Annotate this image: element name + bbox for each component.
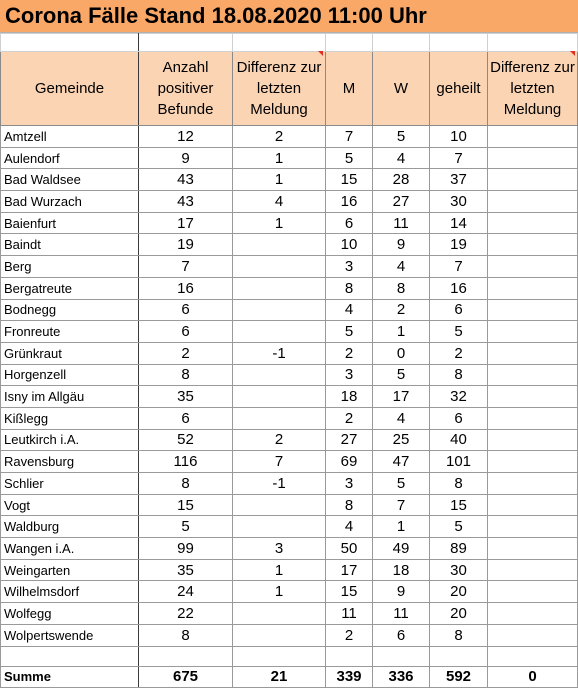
anzahl-cell[interactable]: 52 (139, 429, 233, 451)
differenz-cell[interactable] (233, 624, 326, 646)
anzahl-cell[interactable] (139, 646, 233, 666)
differenz-geheilt-cell[interactable]: 0 (488, 666, 578, 687)
w-cell[interactable]: 47 (373, 451, 430, 473)
geheilt-cell[interactable]: 40 (430, 429, 488, 451)
header-geheilt[interactable]: geheilt (430, 52, 488, 126)
sheet-title: Corona Fälle Stand 18.08.2020 11:00 Uhr (5, 3, 427, 28)
w-cell[interactable]: 18 (373, 559, 430, 581)
differenz-geheilt-cell[interactable] (488, 429, 578, 451)
differenz-cell[interactable]: 1 (233, 169, 326, 191)
anzahl-cell[interactable]: 6 (139, 321, 233, 343)
header-differenz-befunde[interactable]: Differenz zur letzten Meldung (233, 52, 326, 126)
m-cell[interactable]: 15 (326, 169, 373, 191)
geheilt-cell[interactable]: 8 (430, 624, 488, 646)
header-gemeinde[interactable]: Gemeinde (1, 52, 139, 126)
m-cell[interactable]: 2 (326, 407, 373, 429)
differenz-geheilt-cell[interactable] (488, 256, 578, 278)
geheilt-cell[interactable]: 14 (430, 212, 488, 234)
anzahl-cell[interactable]: 17 (139, 212, 233, 234)
anzahl-cell[interactable]: 116 (139, 451, 233, 473)
m-cell[interactable]: 27 (326, 429, 373, 451)
gemeinde-cell[interactable]: Grünkraut (1, 342, 139, 364)
gemeinde-cell[interactable]: Wolpertswende (1, 624, 139, 646)
spacer-row (1, 34, 578, 52)
m-cell[interactable]: 15 (326, 581, 373, 603)
comment-marker (570, 51, 575, 56)
table-row (1, 386, 578, 408)
m-cell[interactable]: 8 (326, 494, 373, 516)
table-row (1, 321, 578, 343)
differenz-geheilt-cell[interactable] (488, 494, 578, 516)
anzahl-cell[interactable]: 5 (139, 516, 233, 538)
table-row (1, 126, 578, 148)
geheilt-cell[interactable]: 592 (430, 666, 488, 687)
w-cell[interactable]: 7 (373, 494, 430, 516)
differenz-cell[interactable] (233, 516, 326, 538)
blank-row (1, 646, 578, 666)
header-anzahl[interactable]: Anzahl positiver Befunde (139, 52, 233, 126)
differenz-geheilt-cell[interactable] (488, 169, 578, 191)
geheilt-cell[interactable]: 20 (430, 581, 488, 603)
gemeinde-cell[interactable]: Summe (1, 666, 139, 687)
geheilt-cell[interactable]: 8 (430, 473, 488, 495)
anzahl-cell[interactable]: 35 (139, 559, 233, 581)
gemeinde-cell[interactable]: Bergatreute (1, 277, 139, 299)
geheilt-cell[interactable]: 16 (430, 277, 488, 299)
differenz-geheilt-cell[interactable] (488, 342, 578, 364)
gemeinde-cell[interactable]: Horgenzell (1, 364, 139, 386)
gemeinde-cell[interactable]: Kißlegg (1, 407, 139, 429)
geheilt-cell[interactable]: 7 (430, 147, 488, 169)
table-row (1, 559, 578, 581)
m-cell[interactable]: 8 (326, 277, 373, 299)
table-row (1, 299, 578, 321)
differenz-cell[interactable]: 1 (233, 559, 326, 581)
header-m[interactable]: M (326, 52, 373, 126)
case-table (0, 33, 578, 688)
differenz-geheilt-cell[interactable] (488, 191, 578, 213)
anzahl-cell[interactable]: 6 (139, 407, 233, 429)
gemeinde-cell[interactable]: Waldburg (1, 516, 139, 538)
anzahl-cell[interactable]: 2 (139, 342, 233, 364)
m-cell[interactable]: 2 (326, 624, 373, 646)
anzahl-cell[interactable]: 6 (139, 299, 233, 321)
anzahl-cell[interactable]: 16 (139, 277, 233, 299)
sum-row (1, 666, 578, 687)
table-row (1, 473, 578, 495)
table-row (1, 169, 578, 191)
anzahl-cell[interactable]: 19 (139, 234, 233, 256)
differenz-geheilt-cell[interactable] (488, 516, 578, 538)
differenz-geheilt-cell[interactable] (488, 277, 578, 299)
differenz-geheilt-cell[interactable] (488, 451, 578, 473)
table-row (1, 234, 578, 256)
m-cell[interactable]: 3 (326, 473, 373, 495)
differenz-cell[interactable] (233, 386, 326, 408)
differenz-cell[interactable] (233, 234, 326, 256)
anzahl-cell[interactable]: 8 (139, 473, 233, 495)
w-cell[interactable]: 4 (373, 407, 430, 429)
m-cell[interactable]: 17 (326, 559, 373, 581)
geheilt-cell[interactable]: 37 (430, 169, 488, 191)
differenz-cell[interactable]: 3 (233, 538, 326, 560)
geheilt-cell[interactable]: 89 (430, 538, 488, 560)
geheilt-cell[interactable]: 20 (430, 603, 488, 625)
m-cell[interactable]: 6 (326, 212, 373, 234)
differenz-cell[interactable] (233, 364, 326, 386)
w-cell[interactable]: 5 (373, 473, 430, 495)
m-cell[interactable]: 3 (326, 256, 373, 278)
table-row (1, 147, 578, 169)
comment-marker (318, 51, 323, 56)
differenz-cell[interactable]: 1 (233, 581, 326, 603)
gemeinde-cell[interactable]: Bad Wurzach (1, 191, 139, 213)
gemeinde-cell[interactable]: Isny im Allgäu (1, 386, 139, 408)
gemeinde-cell[interactable]: Wangen i.A. (1, 538, 139, 560)
differenz-cell[interactable]: 2 (233, 429, 326, 451)
table-row (1, 191, 578, 213)
w-cell[interactable]: 49 (373, 538, 430, 560)
w-cell[interactable]: 6 (373, 624, 430, 646)
differenz-cell[interactable]: 1 (233, 212, 326, 234)
differenz-cell[interactable]: -1 (233, 342, 326, 364)
geheilt-cell[interactable]: 30 (430, 191, 488, 213)
m-cell[interactable]: 339 (326, 666, 373, 687)
w-cell[interactable]: 25 (373, 429, 430, 451)
geheilt-cell[interactable]: 2 (430, 342, 488, 364)
w-cell[interactable]: 11 (373, 212, 430, 234)
differenz-cell[interactable]: 4 (233, 191, 326, 213)
differenz-geheilt-cell[interactable] (488, 646, 578, 666)
geheilt-cell[interactable]: 19 (430, 234, 488, 256)
m-cell[interactable]: 10 (326, 234, 373, 256)
differenz-geheilt-cell[interactable] (488, 321, 578, 343)
anzahl-cell[interactable]: 99 (139, 538, 233, 560)
differenz-cell[interactable]: 7 (233, 451, 326, 473)
anzahl-cell[interactable]: 43 (139, 191, 233, 213)
geheilt-cell[interactable]: 30 (430, 559, 488, 581)
gemeinde-cell[interactable]: Baienfurt (1, 212, 139, 234)
differenz-cell[interactable] (233, 299, 326, 321)
differenz-cell[interactable] (233, 277, 326, 299)
anzahl-cell[interactable]: 22 (139, 603, 233, 625)
differenz-cell[interactable] (233, 603, 326, 625)
gemeinde-cell[interactable]: Wilhelmsdorf (1, 581, 139, 603)
gemeinde-cell[interactable]: Aulendorf (1, 147, 139, 169)
differenz-geheilt-cell[interactable] (488, 473, 578, 495)
table-row (1, 494, 578, 516)
differenz-geheilt-cell[interactable] (488, 234, 578, 256)
anzahl-cell[interactable]: 15 (139, 494, 233, 516)
anzahl-cell[interactable]: 35 (139, 386, 233, 408)
m-cell[interactable]: 50 (326, 538, 373, 560)
differenz-cell[interactable]: -1 (233, 473, 326, 495)
geheilt-cell[interactable]: 32 (430, 386, 488, 408)
w-cell[interactable]: 9 (373, 581, 430, 603)
w-cell[interactable]: 5 (373, 126, 430, 148)
w-cell[interactable]: 8 (373, 277, 430, 299)
m-cell[interactable]: 5 (326, 147, 373, 169)
w-cell[interactable]: 27 (373, 191, 430, 213)
geheilt-cell[interactable]: 15 (430, 494, 488, 516)
w-cell[interactable]: 1 (373, 516, 430, 538)
differenz-geheilt-cell[interactable] (488, 126, 578, 148)
anzahl-cell[interactable]: 7 (139, 256, 233, 278)
w-cell[interactable]: 0 (373, 342, 430, 364)
gemeinde-cell[interactable]: Leutkirch i.A. (1, 429, 139, 451)
table-row (1, 624, 578, 646)
geheilt-cell[interactable]: 7 (430, 256, 488, 278)
table-row (1, 581, 578, 603)
table-row (1, 277, 578, 299)
differenz-geheilt-cell[interactable] (488, 581, 578, 603)
table-row (1, 451, 578, 473)
table-row (1, 364, 578, 386)
differenz-cell[interactable] (233, 494, 326, 516)
gemeinde-cell[interactable] (1, 646, 139, 666)
w-cell[interactable] (373, 646, 430, 666)
gemeinde-cell[interactable]: Fronreute (1, 321, 139, 343)
gemeinde-cell[interactable]: Berg (1, 256, 139, 278)
gemeinde-cell[interactable]: Amtzell (1, 126, 139, 148)
m-cell[interactable]: 5 (326, 321, 373, 343)
anzahl-cell[interactable]: 8 (139, 624, 233, 646)
m-cell[interactable]: 3 (326, 364, 373, 386)
differenz-cell[interactable] (233, 321, 326, 343)
gemeinde-cell[interactable]: Bad Waldsee (1, 169, 139, 191)
anzahl-cell[interactable]: 12 (139, 126, 233, 148)
m-cell[interactable]: 4 (326, 516, 373, 538)
differenz-geheilt-cell[interactable] (488, 624, 578, 646)
table-row (1, 429, 578, 451)
differenz-geheilt-cell[interactable] (488, 407, 578, 429)
table-row (1, 603, 578, 625)
gemeinde-cell[interactable]: Baindt (1, 234, 139, 256)
table-row (1, 256, 578, 278)
differenz-geheilt-cell[interactable] (488, 212, 578, 234)
table-row (1, 212, 578, 234)
m-cell[interactable]: 18 (326, 386, 373, 408)
w-cell[interactable]: 1 (373, 321, 430, 343)
w-cell[interactable]: 28 (373, 169, 430, 191)
geheilt-cell[interactable] (430, 646, 488, 666)
differenz-geheilt-cell[interactable] (488, 299, 578, 321)
differenz-geheilt-cell[interactable] (488, 147, 578, 169)
m-cell[interactable]: 4 (326, 299, 373, 321)
geheilt-cell[interactable]: 5 (430, 516, 488, 538)
gemeinde-cell[interactable]: Schlier (1, 473, 139, 495)
w-cell[interactable]: 336 (373, 666, 430, 687)
m-cell[interactable]: 69 (326, 451, 373, 473)
gemeinde-cell[interactable]: Bodnegg (1, 299, 139, 321)
w-cell[interactable]: 2 (373, 299, 430, 321)
differenz-geheilt-cell[interactable] (488, 538, 578, 560)
gemeinde-cell[interactable]: Wolfegg (1, 603, 139, 625)
w-cell[interactable]: 17 (373, 386, 430, 408)
w-cell[interactable]: 9 (373, 234, 430, 256)
gemeinde-cell[interactable]: Ravensburg (1, 451, 139, 473)
geheilt-cell[interactable]: 6 (430, 299, 488, 321)
table-row (1, 407, 578, 429)
differenz-geheilt-cell[interactable] (488, 559, 578, 581)
header-differenz-geheilt[interactable]: Differenz zur letzten Meldung (488, 52, 578, 126)
differenz-cell[interactable]: 1 (233, 147, 326, 169)
m-cell[interactable]: 7 (326, 126, 373, 148)
differenz-geheilt-cell[interactable] (488, 603, 578, 625)
w-cell[interactable]: 11 (373, 603, 430, 625)
geheilt-cell[interactable]: 10 (430, 126, 488, 148)
anzahl-cell[interactable]: 43 (139, 169, 233, 191)
anzahl-cell[interactable]: 9 (139, 147, 233, 169)
table-row (1, 516, 578, 538)
header-row (1, 52, 578, 126)
title-bar (0, 0, 578, 33)
differenz-cell[interactable] (233, 646, 326, 666)
anzahl-cell[interactable]: 24 (139, 581, 233, 603)
differenz-geheilt-cell[interactable] (488, 364, 578, 386)
differenz-cell[interactable] (233, 407, 326, 429)
w-cell[interactable]: 4 (373, 147, 430, 169)
m-cell[interactable] (326, 646, 373, 666)
anzahl-cell[interactable]: 8 (139, 364, 233, 386)
differenz-cell[interactable] (233, 256, 326, 278)
geheilt-cell[interactable]: 101 (430, 451, 488, 473)
m-cell[interactable]: 16 (326, 191, 373, 213)
w-cell[interactable]: 4 (373, 256, 430, 278)
geheilt-cell[interactable]: 6 (430, 407, 488, 429)
differenz-cell[interactable]: 21 (233, 666, 326, 687)
header-w[interactable]: W (373, 52, 430, 126)
geheilt-cell[interactable]: 8 (430, 364, 488, 386)
m-cell[interactable]: 2 (326, 342, 373, 364)
table-row (1, 342, 578, 364)
gemeinde-cell[interactable]: Weingarten (1, 559, 139, 581)
gemeinde-cell[interactable]: Vogt (1, 494, 139, 516)
table-row (1, 538, 578, 560)
w-cell[interactable]: 5 (373, 364, 430, 386)
geheilt-cell[interactable]: 5 (430, 321, 488, 343)
differenz-cell[interactable]: 2 (233, 126, 326, 148)
anzahl-cell[interactable]: 675 (139, 666, 233, 687)
differenz-geheilt-cell[interactable] (488, 386, 578, 408)
m-cell[interactable]: 11 (326, 603, 373, 625)
